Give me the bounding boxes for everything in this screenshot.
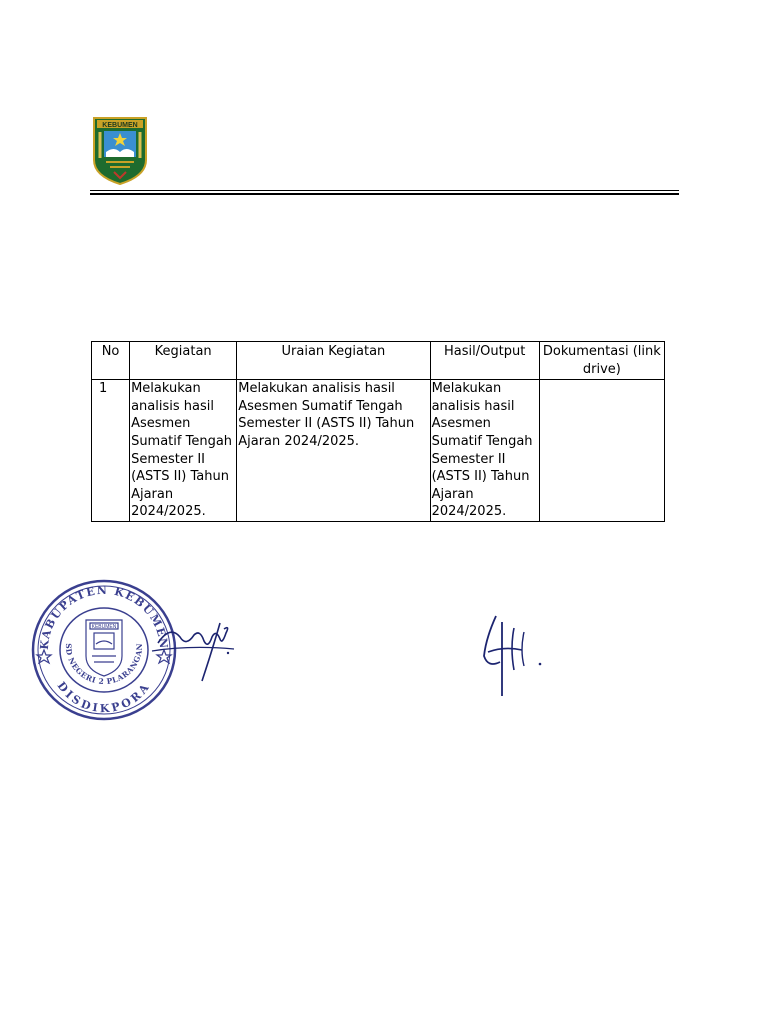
column-header-dokumentasi: Dokumentasi (link drive)	[539, 342, 664, 380]
crest-title: KEBUMEN	[102, 122, 138, 129]
stamp-emblem-icon	[86, 620, 122, 676]
column-header-uraian: Uraian Kegiatan	[237, 342, 430, 380]
cell-hasil: Melakukan analisis hasil Asesmen Sumatif Tengah Semester II (ASTS II) Tahun Ajaran 2024/2025.	[430, 380, 539, 522]
signature-principal	[150, 615, 236, 687]
header-rule-thin	[90, 190, 679, 191]
table-row	[92, 380, 665, 522]
stamp-outer-text: KABUPATEN KEBUMEN	[37, 583, 171, 651]
stamp-inner-text: SD NEGERI 2 PLARANGAN	[63, 643, 145, 687]
stamp-bottom-text: DISDIKPORA	[54, 679, 154, 716]
table-header-row	[92, 342, 665, 380]
cell-dokumentasi	[539, 380, 664, 522]
signature-teacher	[478, 612, 548, 700]
cell-uraian: Melakukan analisis hasil Asesmen Sumatif Tengah Semester II (ASTS II) Tahun Ajaran 2024/2025.	[237, 380, 430, 522]
column-header-hasil: Hasil/Output	[430, 342, 539, 380]
column-header-no: No	[92, 342, 130, 380]
header-rule-thick	[90, 193, 679, 195]
activity-table	[91, 341, 665, 522]
column-header-kegiatan: Kegiatan	[130, 342, 237, 380]
cell-no: 1	[92, 380, 130, 522]
stamp-emblem-text: KEBUMEN	[91, 624, 117, 630]
kebumen-crest-icon	[92, 116, 148, 186]
cell-kegiatan: Melakukan analisis hasil Asesmen Sumatif Tengah Semester II (ASTS II) Tahun Ajaran 2024/2025.	[130, 380, 237, 522]
